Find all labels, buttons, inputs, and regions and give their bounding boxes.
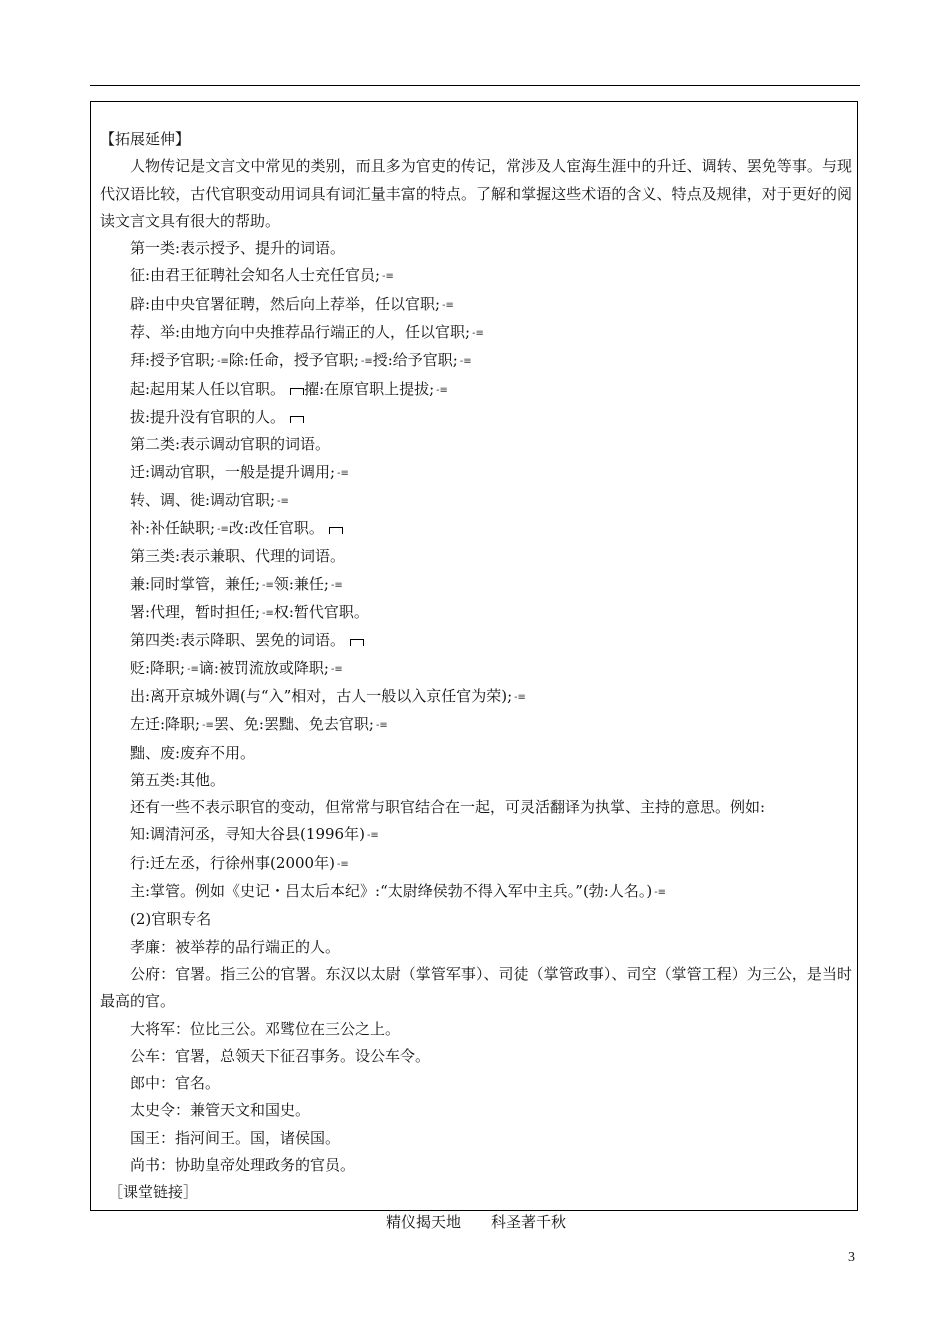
category-heading: 第三类:表示兼职、代理的词语。 [130, 547, 346, 566]
term-line: 黜、废:废弃不用。 [130, 743, 256, 762]
mark-symbol: -≡ [654, 887, 666, 899]
mark-symbol: -≡ [459, 356, 472, 368]
term-text: 授:给予官职; [372, 351, 458, 370]
term-line [100, 599, 852, 627]
term-line: 大将军：位比三公。邓骘位在三公之上。 [130, 1019, 401, 1038]
term-text: 改:改任官职。 [228, 519, 324, 538]
term-text: 罢、免:罢黜、免去官职; [213, 715, 374, 734]
term-line [100, 347, 852, 375]
mark-symbol: -≡ [337, 467, 349, 479]
bracket-mark [290, 388, 304, 395]
header-rule [90, 85, 860, 86]
mark-symbol: -≡ [217, 524, 229, 536]
term-text: 迁:调动官职，一般是提升调用; [130, 462, 336, 481]
term-line: 公车：官署，总领天下征召事务。设公车令。 [130, 1046, 431, 1065]
mark-symbol: -≡ [382, 271, 394, 283]
term-line: 尚书：协助皇帝处理政务的官员。 [130, 1155, 356, 1174]
mark-symbol: -≡ [202, 720, 214, 732]
term-line [100, 291, 852, 319]
term-text: 主:掌管。例如《史记・吕太后本纪》:“太尉绛侯勃不得入军中主兵。”(勃:人名。) [130, 882, 653, 901]
term-line: 郎中：官名。 [130, 1074, 221, 1093]
term-line [100, 515, 852, 543]
bracket-mark [350, 639, 364, 646]
page-number: 3 [848, 1250, 855, 1265]
note-line: 还有一些不表示职官的变动，但常常与职官结合在一起，可灵活翻译为执掌、主持的意思。例如: [130, 798, 766, 817]
term-text: 知:调清河丞，寻知大谷县(1996年) [130, 825, 365, 844]
category-text: 第四类:表示降职、罢免的词语。 [130, 631, 346, 650]
term-text: 征:由君王征聘社会知名人士充任官员; [130, 266, 381, 285]
mark-symbol: -≡ [472, 328, 484, 340]
term-text: 起:起用某人任以官职。 [130, 379, 286, 398]
term-line [100, 571, 852, 599]
mark-symbol: -≡ [187, 663, 199, 675]
classroom-link-heading: ［课堂链接］ [108, 1183, 199, 1202]
term-text: 谪:被罚流放或降职; [198, 658, 329, 677]
category-heading: 第二类:表示调动官职的词语。 [130, 435, 331, 454]
term-text: 辟:由中央官署征聘，然后向上荐举，任以官职; [130, 294, 441, 313]
document-body [100, 126, 852, 1236]
term-text: 贬:降职; [130, 658, 186, 677]
mark-symbol: -≡ [366, 830, 379, 842]
term-line [100, 850, 852, 878]
term-text: 转、调、徙:调动官职; [130, 490, 276, 509]
term-text: 补:补任缺职; [130, 519, 216, 538]
bracket-mark [290, 416, 304, 423]
mark-symbol: -≡ [330, 663, 343, 675]
bracket-mark [329, 527, 343, 534]
term-text: 拔:提升没有官职的人。 [130, 407, 286, 426]
mark-symbol: -≡ [262, 579, 274, 591]
subsection-heading: (2)官职专名 [130, 910, 212, 929]
term-line [100, 376, 852, 404]
term-line: 太史令：兼管天文和国史。 [130, 1101, 311, 1120]
term-text: 荐、举:由地方向中央推荐品行端正的人，任以官职; [130, 323, 471, 342]
mark-symbol: -≡ [375, 720, 388, 732]
term-line [100, 404, 852, 431]
term-text: 兼:同时掌管，兼任; [130, 574, 261, 593]
mark-symbol: -≡ [336, 858, 349, 870]
term-text: 擢:在原官职上提拔; [304, 379, 435, 398]
category-heading: 第五类:其他。 [130, 770, 226, 789]
mark-symbol: -≡ [330, 579, 343, 591]
term-text: 拜:授予官职; [130, 351, 216, 370]
term-line [100, 878, 852, 906]
term-text: 权:暂代官职。 [273, 603, 369, 622]
motto: 精仪揭天地 科圣著千秋 [385, 1212, 566, 1231]
term-line [100, 459, 852, 487]
term-text: 领:兼任; [273, 574, 329, 593]
term-line [100, 711, 852, 739]
term-line [100, 683, 852, 711]
term-text: 出:离开京城外调(与“入”相对，古人一般以入京任官为荣); [130, 686, 513, 705]
term-text: 除:任命，授予官职; [228, 351, 359, 370]
term-line [100, 821, 852, 849]
term-text: 左迁:降职; [130, 715, 201, 734]
mark-symbol: -≡ [360, 356, 373, 368]
mark-symbol: -≡ [262, 608, 274, 620]
mark-symbol: -≡ [436, 384, 448, 396]
mark-symbol: -≡ [277, 495, 289, 507]
term-line [100, 655, 852, 683]
category-heading [100, 627, 852, 654]
term-line: 孝廉：被举荐的品行端正的人。 [130, 937, 341, 956]
category-heading: 第一类:表示授予、提升的词语。 [130, 239, 346, 258]
section-heading: 【拓展延伸】 [100, 130, 191, 148]
term-line: 公府：官署。指三公的官署。东汉以太尉（掌管军事）、司徒（掌管政事）、司空（掌管工程）为三公，是当时最高的官。 [100, 964, 852, 1011]
term-text: 署:代理，暂时担任; [130, 603, 261, 622]
term-text: 行:迁左丞，行徐州事(2000年) [130, 853, 335, 872]
mark-symbol: -≡ [442, 299, 454, 311]
term-line [100, 487, 852, 515]
mark-symbol: -≡ [514, 691, 526, 703]
term-line [100, 262, 852, 290]
mark-symbol: -≡ [217, 356, 229, 368]
term-line: 国王：指河间王。国，诸侯国。 [130, 1128, 341, 1147]
intro-paragraph: 人物传记是文言文中常见的类别，而且多为官吏的传记，常涉及人宦海生涯中的升迁、调转、罢免等事。与现代汉语比较，古代官职变动用词具有词汇量丰富的特点。了解和掌握这些术语的含义、特点及规律，对于更好的阅读文言文具有很大的帮助。 [100, 157, 852, 230]
term-line [100, 319, 852, 347]
